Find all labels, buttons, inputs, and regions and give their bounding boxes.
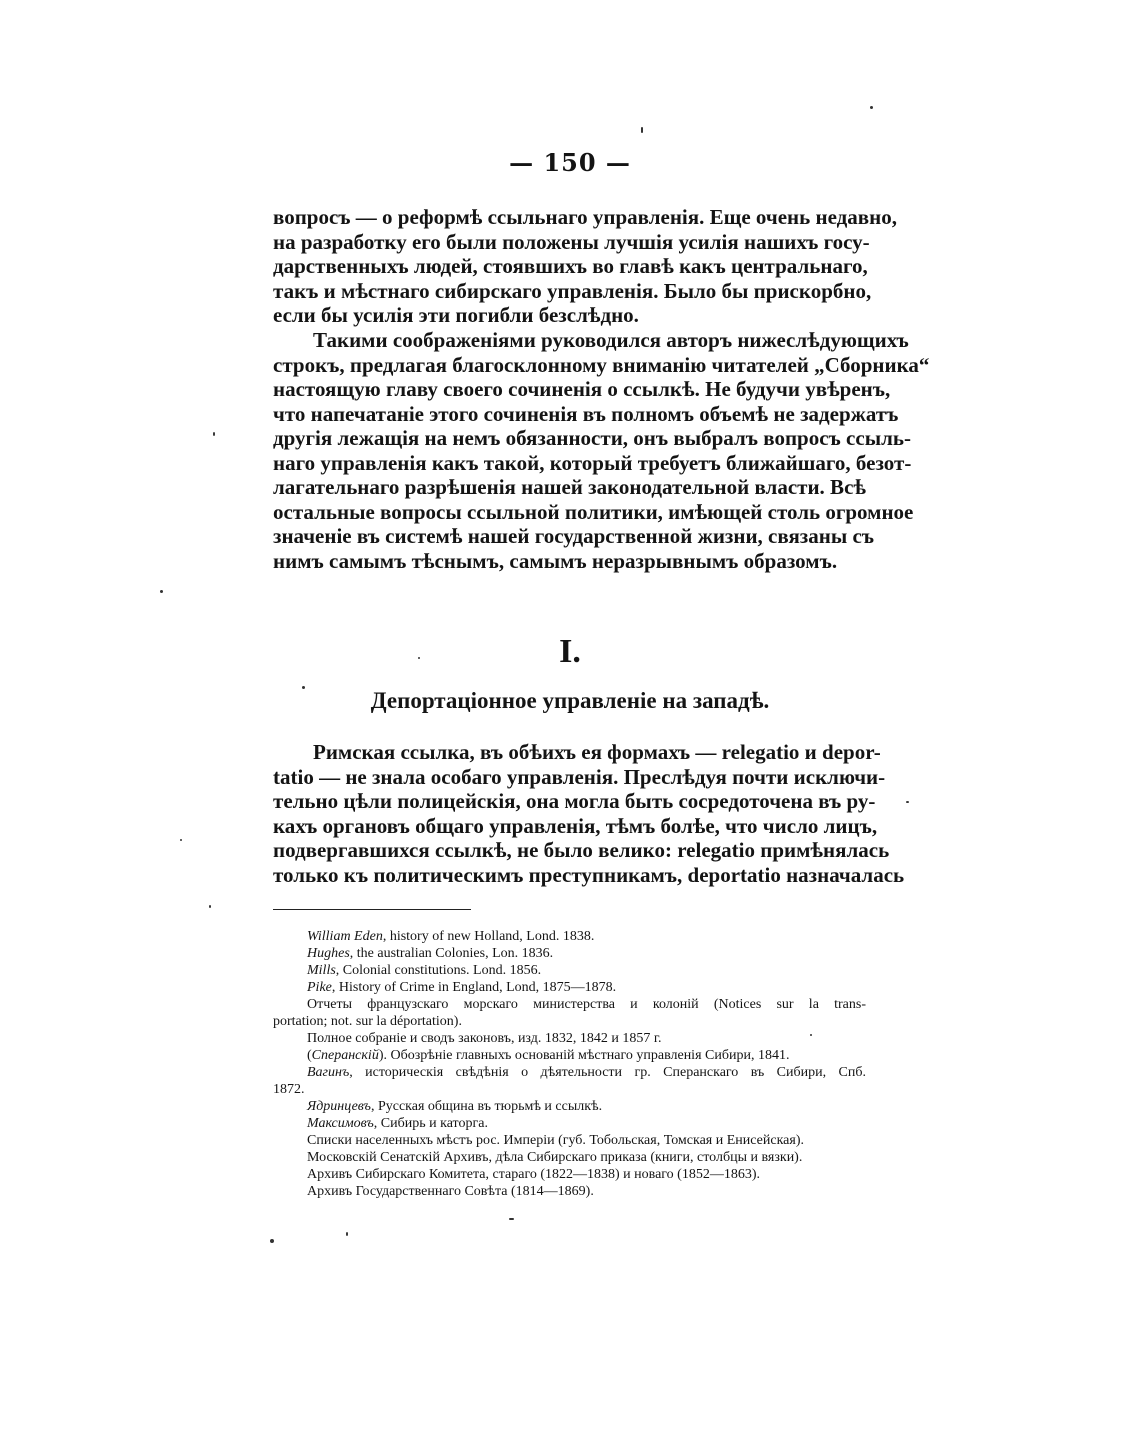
scan-speck [509,1218,514,1220]
footnote-line [273,979,866,996]
footnote-line: Списки населенныхъ мѣстъ рос. Имперіи (губ. Тобольская, Томская и Енисейская). [307,1133,804,1148]
footnote-line [273,1047,866,1064]
scan-speck [302,686,305,689]
footnote-line: Архивъ Сибирскаго Комитета, стараго (1822—1838) и новаго (1852—1863). [307,1167,761,1182]
footnote-divider [273,909,471,910]
text-line: другія лежащія на немъ обязанности, онъ выбралъ вопросъ ссыль- [273,426,911,450]
footnote-author: Ядринцевъ [307,1099,371,1114]
scan-speck [270,1239,274,1243]
text-line: строкъ, предлагая благосклонному вниманію читателей „Сборника“ [273,352,930,377]
footnote-author: Mills [307,963,336,978]
scan-speck [160,590,163,593]
footnote-text: , историческія свѣдѣнія о дѣятельности гр. Сперанскаго въ Сибири, Спб. [349,1065,866,1080]
footnotes [273,928,866,1200]
text-line: подвергавшихся ссылкѣ, не было велико: relegatio примѣнялась [273,838,890,862]
scan-speck [906,801,909,803]
footnote-text: , Русская община въ тюрьмѣ и ссылкѣ. [370,1099,603,1114]
scan-speck [346,1232,348,1236]
scan-speck [180,839,182,841]
text-line: нимъ самымъ тѣснымъ, самымъ неразрывнымъ образомъ. [273,548,838,573]
text-line: значеніе въ системѣ нашей государственной жизни, связаны съ [273,524,875,548]
scan-speck [810,1034,812,1036]
footnote-line [273,962,866,979]
footnote-text: , the australian Colonies, Lon. 1836. [349,946,554,961]
scan-speck [209,905,211,908]
footnote-text: , Colonial constitutions. Lond. 1856. [335,963,542,978]
footnote-line: Архивъ Государственнаго Совѣта (1814—1869). [307,1184,594,1199]
text-line: Римская ссылка, въ обѣихъ ея формахъ — relegatio и depor- [313,740,881,764]
footnote-line: Полное собраніе и сводъ законовъ, изд. 1832, 1842 и 1857 г. [307,1031,662,1046]
footnote-text: , Сибирь и каторга. [373,1116,488,1131]
text-line: tatio — не знала особаго управленія. Преслѣдуя почти исключи- [273,764,886,789]
scan-speck [418,657,420,659]
text-line: настоящую главу своего сочиненія о ссылкѣ. Не будучи увѣренъ, [273,377,891,401]
footnote-author: Сперанскій [311,1048,379,1063]
footnote-line [273,945,866,962]
footnote-line: 1872. [273,1082,305,1097]
scan-speck [213,432,215,436]
footnote-line [273,1064,866,1081]
text-line: такъ и мѣстнаго сибирскаго управленія. Было бы прискорбно, [273,278,872,303]
section-numeral: I. [559,633,581,670]
footnote-line [273,1098,866,1115]
text-line: наго управленія какъ такой, который требуетъ ближайшаго, безот- [273,450,912,475]
scan-speck [641,127,643,133]
text-line: остальные вопросы ссыльной политики, имѣющей столь огромное [273,499,914,524]
footnote-author: Pike [307,980,332,995]
text-line: дарственныхъ людей, стоявшихъ во главѣ какъ центральнаго, [273,254,868,278]
footnote-author: Вагинъ [307,1065,350,1080]
paragraph-author-note [273,328,930,573]
page-number: — 150 — [509,148,631,177]
footnote-text: , History of Crime in England, Lond, 1875—1878. [331,980,617,995]
text-line: если бы усилія эти погибли безслѣдно. [273,303,639,327]
text-line: тельно цѣли полицейскія, она могла быть сосредоточена въ ру- [273,789,876,813]
text-line: кахъ органовъ общаго управленія, тѣмъ болѣе, что число лицъ, [273,813,878,838]
section-title: Депортаціонное управленіе на западѣ. [370,688,770,713]
footnote-author: William Eden [307,929,383,944]
text-line: Такими соображеніями руководился авторъ нижеслѣдующихъ [313,328,909,352]
footnote-text: , history of new Holland, Lond. 1838. [382,929,595,944]
paragraph-roman-exile [273,740,905,887]
text-line: вопросъ — о реформѣ ссыльнаго управленія. Еще очень недавно, [273,205,897,229]
text-line: на разработку его были положены лучшія усилія нашихъ госу- [273,229,870,254]
text-line: что напечатаніе этого сочиненія въ полномъ объемѣ не задержатъ [273,401,899,426]
footnote-line: Отчеты французскаго морскаго министерства и колоній (Notices sur la trans- [307,997,866,1012]
text-line: только къ политическимъ преступникамъ, deportatio назначалась [273,862,905,887]
footnote-line: portation; not. sur la déportation). [273,1014,462,1029]
footnote-line [273,1115,866,1132]
footnote-text: ( [307,1048,312,1063]
text-line: лагательнаго разрѣшенія нашей законодательной власти. Всѣ [273,475,866,499]
footnote-text: ). Обозрѣніе главныхъ основаній мѣстнаго управленія Сибири, 1841. [378,1048,790,1063]
footnote-author: Hughes [307,946,350,961]
footnote-line [273,928,866,945]
footnote-line: Московскій Сенатскій Архивъ, дѣла Сибирскаго приказа (книги, столбцы и вязки). [307,1150,803,1165]
paragraph-intro [273,205,897,328]
scan-speck [870,106,873,109]
footnote-author: Максимовъ [307,1116,374,1131]
